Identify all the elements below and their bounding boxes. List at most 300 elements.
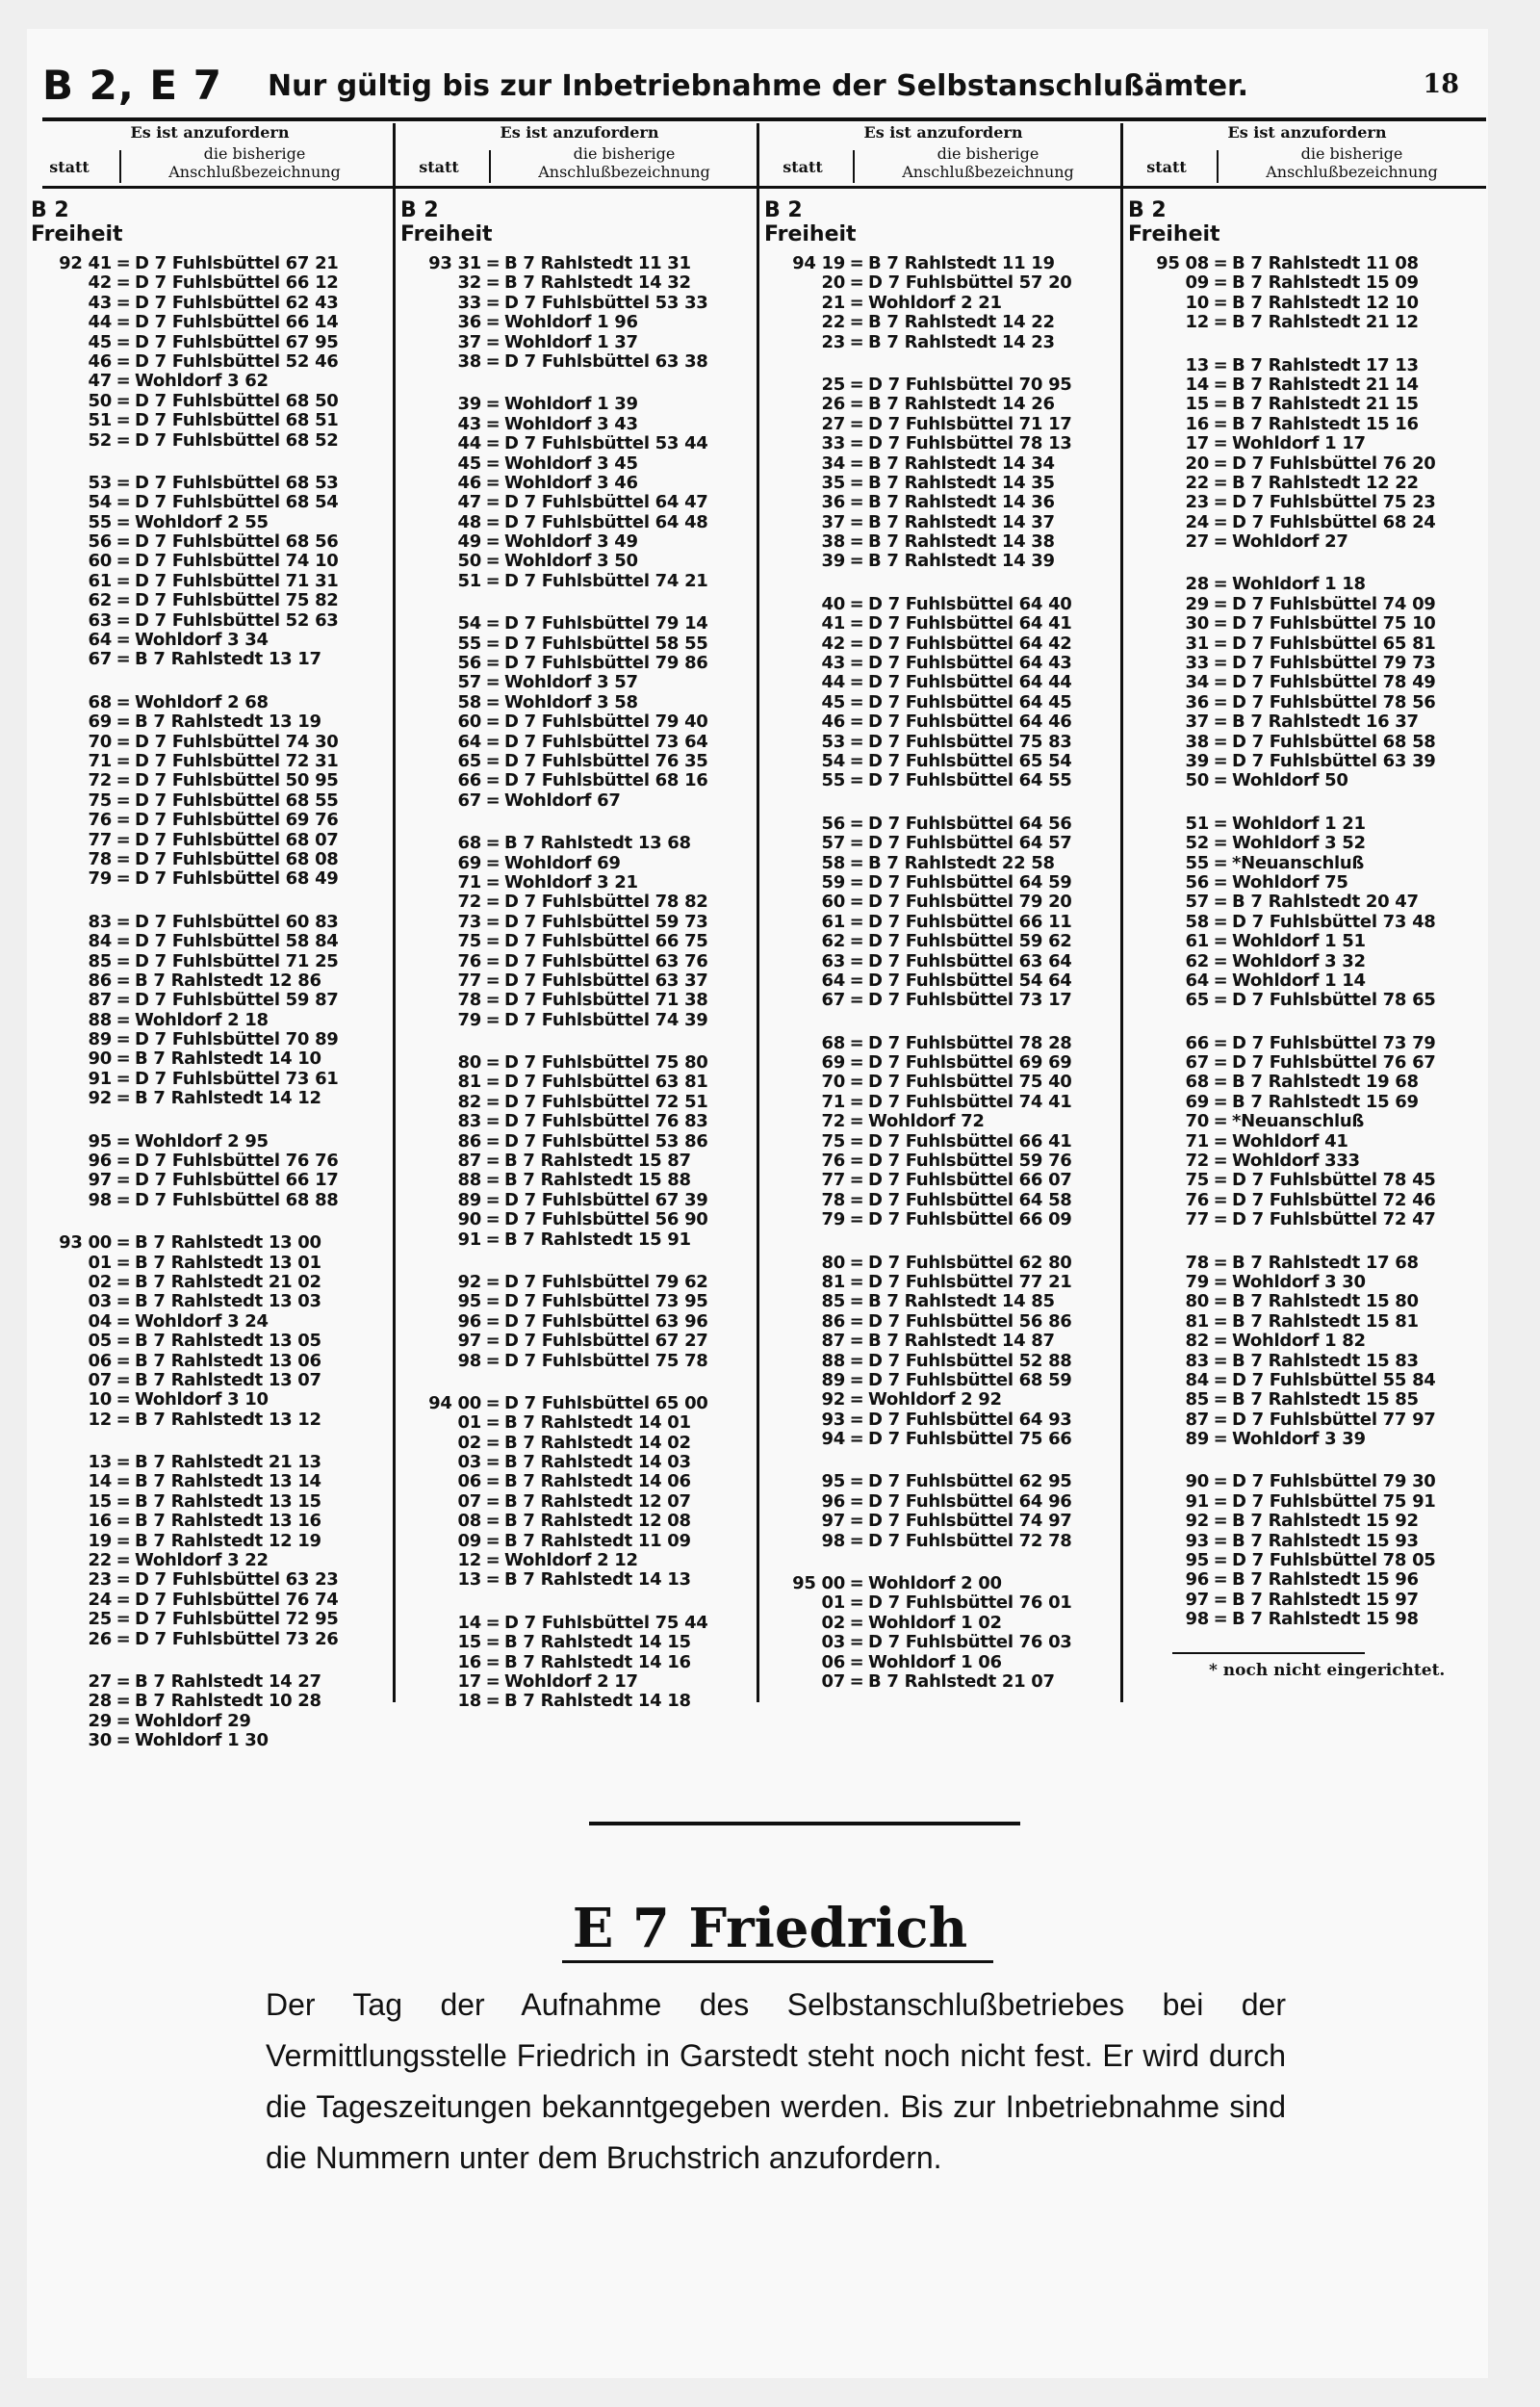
group-gap [1124,1449,1485,1472]
equals-sign: = [116,1710,131,1731]
previous-number: B 7 Rahlstedt 19 68 [1232,1072,1419,1093]
table-row [397,434,757,453]
new-number: 75 [1185,1170,1209,1191]
new-number: 46 [457,472,481,493]
table-row [397,873,757,893]
table-row [27,1731,388,1750]
new-number: 30 [88,1730,112,1751]
table-row [760,854,1121,873]
equals-sign: = [1213,1569,1228,1591]
table-row [397,614,757,634]
equals-sign: = [116,1550,131,1571]
group-gap [1124,333,1485,356]
new-number: 42 [821,633,845,654]
equals-sign: = [116,609,131,631]
equals-sign: = [485,892,500,913]
table-row [1124,834,1485,853]
table-row [397,1112,757,1131]
new-number: 85 [88,950,112,971]
table-row [27,474,388,493]
new-number: 63 [821,950,845,971]
new-number: 69 [821,1052,845,1074]
table-row [760,1390,1121,1410]
table-row [760,513,1121,532]
equals-sign: = [849,970,864,991]
previous-number: D 7 Fuhlsbüttel 64 57 [868,833,1072,854]
table-row [397,415,757,434]
group-gap [397,591,757,614]
column-header-bar [1217,150,1219,183]
table-row [27,352,388,372]
table-row [1124,893,1485,912]
equals-sign: = [1213,1471,1228,1492]
new-number: 03 [457,1452,481,1473]
new-number: 66 [1185,1032,1209,1053]
previous-number: B 7 Rahlstedt 14 36 [868,492,1055,513]
table-row [27,1152,388,1171]
new-number: 32 [457,272,481,294]
previous-number: B 7 Rahlstedt 10 28 [135,1691,321,1712]
equals-sign: = [1213,613,1228,634]
exchange-code-label: B 2 [31,198,69,222]
previous-number: D 7 Fuhlsbüttel 78 45 [1232,1170,1436,1191]
previous-number: D 7 Fuhlsbüttel 78 28 [868,1032,1072,1053]
previous-number: Wohldorf 3 30 [1232,1271,1366,1292]
previous-number: Wohldorf 1 18 [1232,574,1366,595]
previous-number: D 7 Fuhlsbüttel 74 39 [504,1009,708,1030]
new-number: 87 [457,1151,481,1172]
previous-number: B 7 Rahlstedt 14 13 [504,1569,691,1591]
new-number: 34 [821,453,845,474]
table-row [1124,1273,1485,1292]
equals-sign: = [1213,292,1228,313]
new-number: 03 [88,1291,112,1312]
new-number: 01 [821,1592,845,1614]
column-header-bar [853,150,855,183]
previous-number: B 7 Rahlstedt 14 87 [868,1331,1055,1352]
new-number: 64 [88,630,112,651]
table-row [397,791,757,811]
equals-sign: = [849,1632,864,1653]
previous-number: Wohldorf 3 57 [504,672,638,693]
equals-sign: = [849,1130,864,1152]
previous-number: B 7 Rahlstedt 21 13 [135,1452,321,1473]
table-row [1124,1591,1485,1610]
previous-number: D 7 Fuhlsbüttel 67 95 [135,331,339,352]
equals-sign: = [849,312,864,333]
equals-sign: = [849,871,864,893]
new-number: 43 [88,292,112,313]
equals-sign: = [849,1032,864,1053]
table-row [397,1692,757,1711]
table-row [1124,1430,1485,1449]
previous-number: D 7 Fuhlsbüttel 70 89 [135,1029,339,1050]
equals-sign: = [1213,833,1228,854]
new-number: 10 [1185,292,1209,313]
table-row [760,454,1121,474]
previous-number: D 7 Fuhlsbüttel 68 53 [135,472,339,493]
new-number: 97 [1185,1589,1209,1610]
previous-number: B 7 Rahlstedt 14 02 [504,1432,691,1453]
previous-number: D 7 Fuhlsbüttel 53 33 [504,292,708,313]
equals-sign: = [116,1232,131,1254]
new-number: 95 [457,1291,481,1312]
previous-number: D 7 Fuhlsbüttel 60 83 [135,911,339,932]
new-number: 18 [457,1691,481,1712]
new-number: 71 [88,750,112,771]
table-row [1124,991,1485,1010]
new-number: 97 [457,1331,481,1352]
previous-number: D 7 Fuhlsbüttel 79 86 [504,653,708,674]
directory-column [397,123,757,1712]
table-row [760,1332,1121,1351]
table-row [1124,513,1485,532]
table-row [760,1053,1121,1073]
equals-sign: = [485,1691,500,1712]
equals-sign: = [485,1632,500,1653]
previous-number: D 7 Fuhlsbüttel 63 76 [504,950,708,971]
new-number: 83 [88,911,112,932]
new-number: 28 [88,1691,112,1712]
previous-number: Wohldorf 72 [868,1111,985,1132]
group-gap [397,811,757,834]
equals-sign: = [116,1068,131,1089]
new-number: 76 [821,1151,845,1172]
new-number: 71 [1185,1130,1209,1152]
new-number: 37 [821,511,845,532]
new-number: 95 [88,1130,112,1152]
new-number: 60 [88,551,112,572]
previous-number: D 7 Fuhlsbüttel 68 16 [504,770,708,791]
previous-number: Wohldorf 3 50 [504,551,638,572]
previous-number: B 7 Rahlstedt 21 14 [1232,374,1419,395]
table-row [1124,375,1485,395]
new-number: 54 [457,613,481,634]
new-number: 84 [1185,1369,1209,1390]
equals-sign: = [1213,1291,1228,1312]
equals-sign: = [485,1432,500,1453]
previous-number: Wohldorf 69 [504,852,621,873]
equals-sign: = [485,1392,500,1413]
table-row [1124,733,1485,752]
group-gap [397,1591,757,1614]
table-row [1124,1053,1485,1073]
new-number: 49 [457,531,481,553]
table-row [397,1633,757,1652]
equals-sign: = [849,472,864,493]
new-number: 38 [821,531,845,553]
equals-sign: = [116,630,131,651]
new-number: 51 [1185,813,1209,834]
table-row [760,693,1121,712]
table-row [397,1512,757,1531]
column-header-title: Es ist anzufordern [130,123,290,142]
previous-number: D 7 Fuhlsbüttel 57 20 [868,272,1072,294]
group-gap [27,1210,388,1233]
previous-number: D 7 Fuhlsbüttel 68 50 [135,390,339,411]
previous-number: D 7 Fuhlsbüttel 59 76 [868,1151,1072,1172]
equals-sign: = [1213,472,1228,493]
previous-number: D 7 Fuhlsbüttel 64 47 [504,492,708,513]
table-row [760,313,1121,332]
group-gap [760,791,1121,815]
table-row [397,1312,757,1332]
previous-number: Wohldorf 1 39 [504,394,638,415]
table-row [1124,1390,1485,1410]
table-row [1124,1512,1485,1531]
table-row [27,294,388,313]
table-row [27,1292,388,1311]
previous-number: D 7 Fuhlsbüttel 53 86 [504,1130,708,1152]
new-number: 89 [821,1369,845,1390]
table-row [27,431,388,451]
table-row [397,273,757,293]
new-number: 87 [821,1331,845,1352]
new-number: 37 [1185,712,1209,733]
new-number: 06 [457,1471,481,1492]
new-number: 57 [1185,892,1209,913]
table-row [397,532,757,552]
equals-sign: = [1213,312,1228,333]
table-row [397,1210,757,1229]
table-row [27,811,388,830]
previous-number: Wohldorf 3 52 [1232,833,1366,854]
table-row [27,971,388,991]
table-row [1124,952,1485,971]
equals-sign: = [1213,433,1228,454]
column-header-previous: die bisherige Anschlußbezeichnung [538,144,710,181]
table-row [1124,254,1485,273]
table-row [397,395,757,414]
table-row [760,1430,1121,1449]
new-number: 88 [457,1170,481,1191]
table-row [397,1011,757,1030]
equals-sign: = [116,1589,131,1610]
table-row [760,654,1121,673]
table-row [397,513,757,532]
new-number: 72 [88,770,112,791]
new-number: 65 [457,750,481,771]
table-row [27,1390,388,1410]
previous-number: B 7 Rahlstedt 15 88 [504,1170,691,1191]
new-number: 95 08 [1156,253,1209,273]
district-label [1128,198,1485,246]
equals-sign: = [1213,1609,1228,1630]
new-number: 61 [88,570,112,591]
previous-number: B 7 Rahlstedt 17 68 [1232,1252,1419,1273]
previous-number: B 7 Rahlstedt 14 15 [504,1632,691,1653]
equals-sign: = [849,1111,864,1132]
equals-sign: = [1213,1331,1228,1352]
equals-sign: = [116,810,131,831]
new-number: 56 [821,813,845,834]
exchange-name-label: Freiheit [1128,222,1220,246]
table-row [760,873,1121,893]
new-number: 50 [88,390,112,411]
exchange-code-label: B 2 [764,198,803,222]
table-row [1124,1570,1485,1590]
previous-number: D 7 Fuhlsbüttel 71 31 [135,570,339,591]
previous-number: D 7 Fuhlsbüttel 66 75 [504,931,708,952]
new-number: 75 [457,931,481,952]
table-row [27,1672,388,1692]
equals-sign: = [1213,1409,1228,1430]
table-row [397,1053,757,1073]
new-number: 61 [1185,931,1209,952]
district-label [31,198,388,246]
previous-number: Wohldorf 2 00 [868,1573,1002,1594]
previous-number: D 7 Fuhlsbüttel 79 20 [868,892,1072,913]
entry-list [27,254,388,1751]
column-header [27,123,388,185]
new-number: 16 [457,1651,481,1672]
group-gap [27,890,388,913]
new-number: 55 [1185,852,1209,873]
previous-number: Wohldorf 2 21 [868,292,1002,313]
previous-number: D 7 Fuhlsbüttel 66 14 [135,312,339,333]
new-number: 13 [1185,354,1209,375]
table-row [1124,1371,1485,1390]
previous-number: D 7 Fuhlsbüttel 64 44 [868,672,1072,693]
equals-sign: = [485,1452,500,1473]
previous-number: D 7 Fuhlsbüttel 75 23 [1232,492,1436,513]
new-number: 91 [457,1229,481,1250]
equals-sign: = [849,1530,864,1551]
previous-number: D 7 Fuhlsbüttel 66 09 [868,1209,1072,1230]
new-number: 94 [821,1429,845,1450]
column-header-title: Es ist anzufordern [863,123,1023,142]
table-row [1124,854,1485,873]
equals-sign: = [1213,691,1228,712]
new-number: 12 [457,1550,481,1571]
new-number: 06 [88,1350,112,1371]
table-row [760,1614,1121,1633]
new-number: 15 [1185,394,1209,415]
previous-number: D 7 Fuhlsbüttel 72 78 [868,1530,1072,1551]
new-number: 24 [88,1589,112,1610]
equals-sign: = [1213,892,1228,913]
equals-sign: = [849,453,864,474]
equals-sign: = [485,350,500,372]
previous-number: B 7 Rahlstedt 22 58 [868,852,1055,873]
table-row [1124,1132,1485,1152]
equals-sign: = [116,911,131,932]
table-row [1124,1034,1485,1053]
equals-sign: = [116,1511,131,1532]
new-number: 98 [1185,1609,1209,1630]
previous-number: B 7 Rahlstedt 15 85 [1232,1389,1419,1411]
previous-number: D 7 Fuhlsbüttel 66 41 [868,1130,1072,1152]
new-number: 93 31 [428,253,481,273]
exchange-code: B 2, E 7 [42,62,222,109]
new-number: 86 [821,1310,845,1332]
new-number: 98 [821,1530,845,1551]
previous-number: D 7 Fuhlsbüttel 68 58 [1232,731,1436,752]
equals-sign: = [849,511,864,532]
new-number: 77 [457,970,481,991]
previous-number: D 7 Fuhlsbüttel 78 05 [1232,1550,1436,1571]
column-header-previous: die bisherige Anschlußbezeichnung [168,144,341,181]
table-row [760,952,1121,971]
equals-sign: = [1213,931,1228,952]
new-number: 14 [88,1471,112,1492]
previous-number: B 7 Rahlstedt 15 92 [1232,1511,1419,1532]
equals-sign: = [485,950,500,971]
previous-number: D 7 Fuhlsbüttel 73 26 [135,1628,339,1649]
new-number: 07 [821,1671,845,1692]
previous-number: Wohldorf 2 55 [135,511,269,532]
table-row [397,913,757,932]
table-row [27,913,388,932]
new-number: 92 41 [59,253,112,273]
table-row [27,1512,388,1531]
equals-sign: = [485,1091,500,1112]
table-row [27,1233,388,1253]
table-row [397,1073,757,1092]
new-number: 40 [821,593,845,614]
new-number: 55 [88,511,112,532]
equals-sign: = [116,750,131,771]
previous-number: D 7 Fuhlsbüttel 68 52 [135,429,339,451]
previous-number: D 7 Fuhlsbüttel 52 63 [135,609,339,631]
previous-number: D 7 Fuhlsbüttel 71 17 [868,413,1072,434]
new-number: 85 [1185,1389,1209,1411]
new-number: 24 [1185,511,1209,532]
table-row [1124,913,1485,932]
group-gap [760,1449,1121,1472]
new-number: 78 [821,1189,845,1210]
previous-number: B 7 Rahlstedt 15 93 [1232,1530,1419,1551]
previous-number: D 7 Fuhlsbüttel 76 01 [868,1592,1072,1614]
previous-number: Wohldorf 41 [1232,1130,1348,1152]
table-row [27,1332,388,1351]
equals-sign: = [485,712,500,733]
equals-sign: = [849,531,864,553]
equals-sign: = [849,613,864,634]
previous-number: D 7 Fuhlsbüttel 66 07 [868,1170,1072,1191]
new-number: 83 [1185,1350,1209,1371]
entry-list [760,254,1121,1692]
previous-number: Wohldorf 1 06 [868,1651,1002,1672]
previous-number: D 7 Fuhlsbüttel 75 40 [868,1072,1072,1093]
equals-sign: = [116,1331,131,1352]
new-number: 14 [1185,374,1209,395]
group-gap [27,1649,388,1672]
new-number: 51 [88,410,112,431]
table-row [1124,712,1485,732]
equals-sign: = [116,429,131,451]
entry-list [397,254,757,1712]
previous-number: D 7 Fuhlsbüttel 68 88 [135,1189,339,1210]
new-number: 63 [88,609,112,631]
previous-number: D 7 Fuhlsbüttel 66 11 [868,911,1072,932]
new-number: 75 [88,789,112,811]
previous-number: B 7 Rahlstedt 14 22 [868,312,1055,333]
equals-sign: = [1213,253,1228,273]
equals-sign: = [116,1252,131,1273]
equals-sign: = [116,1048,131,1070]
table-row [27,1089,388,1108]
previous-number: D 7 Fuhlsbüttel 78 82 [504,892,708,913]
equals-sign: = [849,1072,864,1093]
equals-sign: = [116,410,131,431]
new-number: 26 [88,1628,112,1649]
previous-number: D 7 Fuhlsbüttel 64 42 [868,633,1072,654]
table-row [27,392,388,411]
equals-sign: = [1213,1369,1228,1390]
equals-sign: = [1213,672,1228,693]
equals-sign: = [849,813,864,834]
